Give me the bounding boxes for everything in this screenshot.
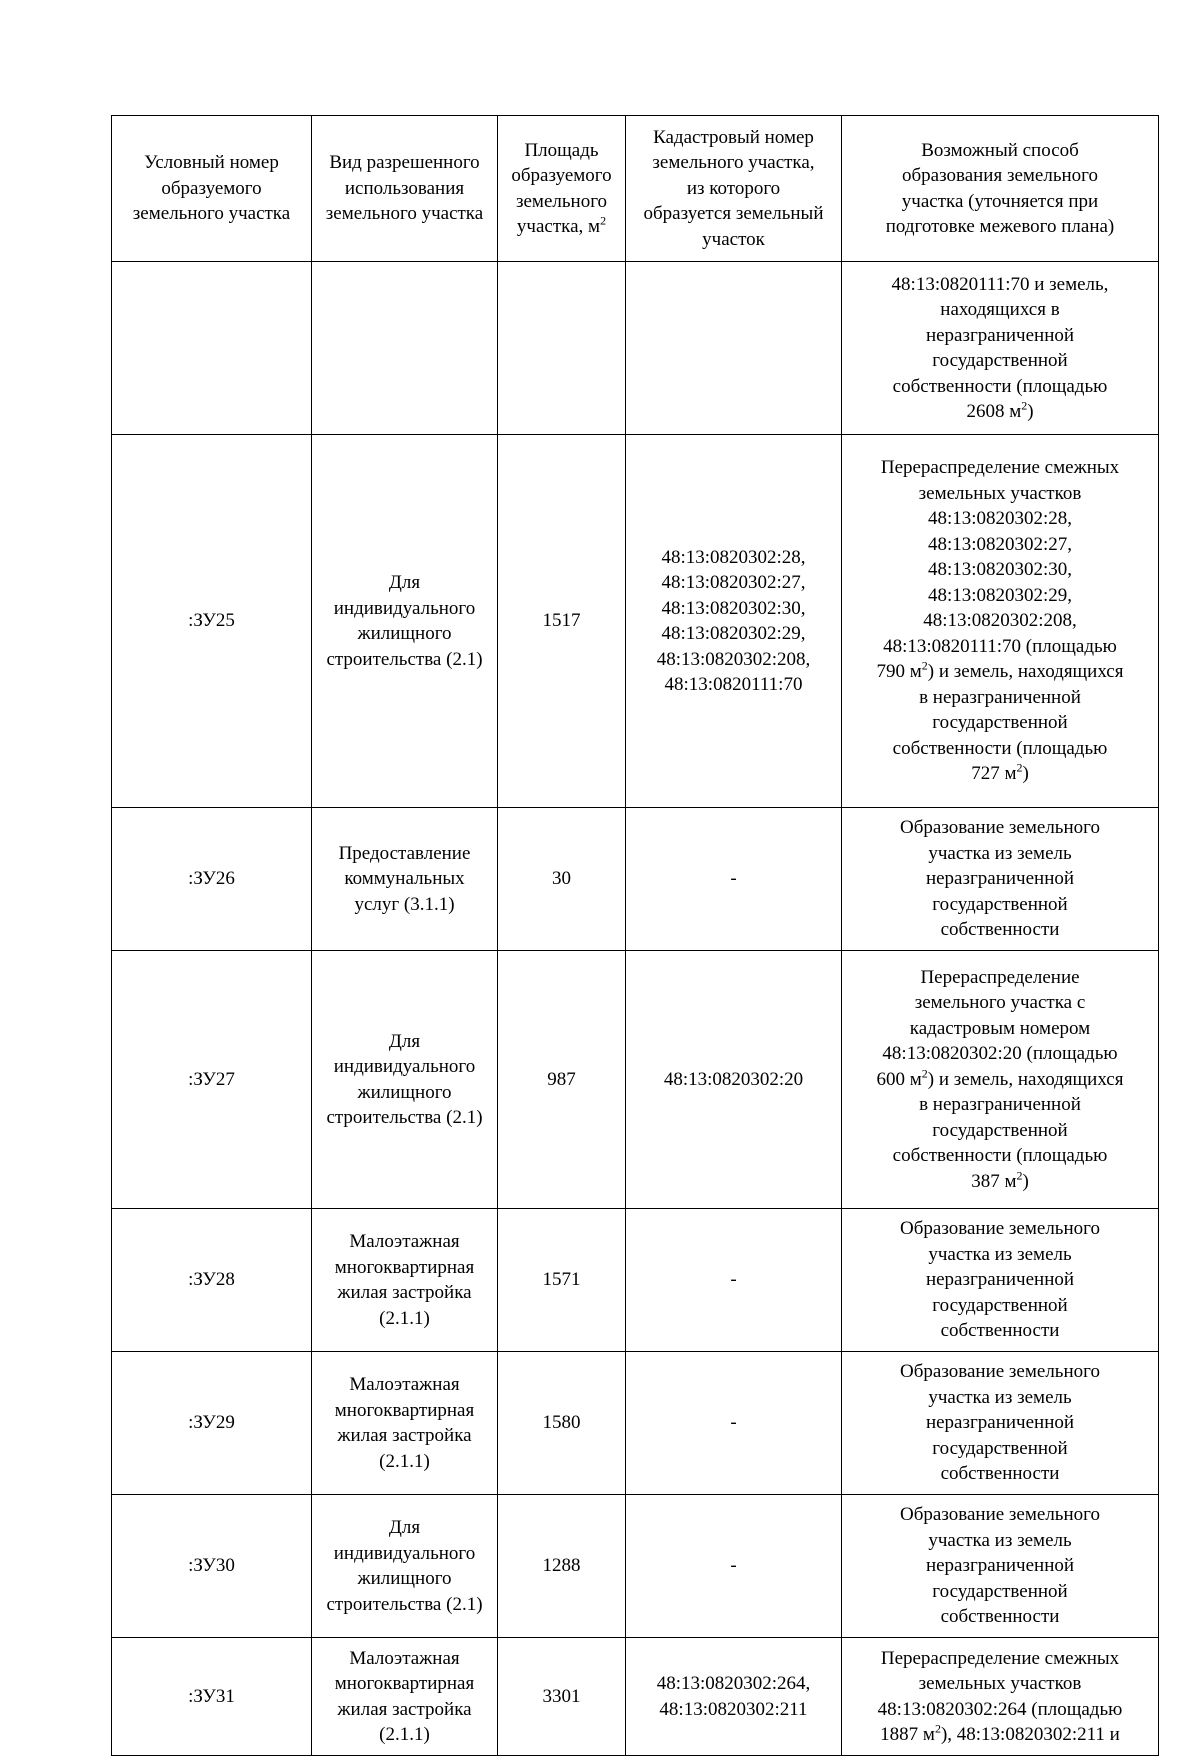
header-source-cadastral-number-line: участок bbox=[702, 228, 765, 250]
formation-method-line: 2608 $м^2$) bbox=[966, 398, 1034, 422]
cadastral-number-line: 48:13:0820302:30, bbox=[661, 597, 806, 619]
permitted-use-line: жилая застройка bbox=[337, 1425, 472, 1446]
header-area-line: земельного bbox=[515, 190, 608, 212]
cadastral-number-line: - bbox=[730, 1412, 737, 1434]
formation-method-line: 600 $м^2$) и земель, находящихся bbox=[876, 1066, 1124, 1090]
plot-number: :ЗУ26 bbox=[188, 868, 235, 890]
permitted-use-line: Для bbox=[388, 1030, 421, 1052]
permitted-use-line: Малоэтажная bbox=[349, 1231, 460, 1252]
header-formation-method bbox=[842, 116, 1159, 262]
plot-number: :ЗУ30 bbox=[188, 1555, 235, 1577]
header-formation-method-line: подготовке межевого плана) bbox=[885, 216, 1115, 237]
formation-method-cell bbox=[842, 808, 1159, 951]
plot-area: 3301 bbox=[542, 1685, 581, 1707]
formation-method-line: 48:13:0820111:70 и земель, bbox=[891, 273, 1109, 295]
plot-number-cell bbox=[112, 951, 312, 1209]
formation-method-line: государственной bbox=[932, 1294, 1068, 1316]
header-formation-method-line: образования земельного bbox=[901, 165, 1098, 186]
cadastral-number-line: - bbox=[730, 868, 737, 890]
formation-method-line: государственной bbox=[932, 1119, 1068, 1141]
cadastral-number-line: 48:13:0820111:70 bbox=[664, 674, 803, 695]
formation-method-line: 790 $м^2$) и земель, находящихся bbox=[876, 658, 1124, 683]
cadastral-number-line: 48:13:0820302:29, bbox=[661, 623, 806, 644]
permitted-use-cell bbox=[312, 435, 498, 808]
formation-method-line: неразграниченной bbox=[925, 324, 1075, 346]
permitted-use-cell bbox=[312, 951, 498, 1209]
formation-method-line: 48:13:0820302:20 (площадью bbox=[882, 1043, 1118, 1065]
formation-method-line: Перераспределение смежных bbox=[880, 457, 1120, 479]
cadastral-number-line: 48:13:0820302:28, bbox=[661, 546, 806, 568]
table-row bbox=[112, 262, 1159, 435]
formation-method-line: Перераспределение смежных bbox=[880, 1647, 1120, 1669]
permitted-use-line: многоквартирная bbox=[334, 1673, 475, 1694]
header-area-line: образуемого bbox=[511, 165, 612, 186]
plot-area-cell bbox=[498, 1495, 626, 1638]
source-cadastral-cell bbox=[626, 435, 842, 808]
formation-method-line: государственной bbox=[932, 712, 1068, 734]
formation-method-line: 1887 $м^2$), 48:13:0820302:211 и bbox=[880, 1721, 1120, 1745]
header-formation-method-line: Возможный способ bbox=[921, 139, 1079, 161]
header-permitted-use-line: Вид разрешенного bbox=[329, 152, 480, 174]
formation-method-line: 727 $м^2$) bbox=[971, 760, 1029, 785]
formation-method-line: земельных участков bbox=[918, 1673, 1082, 1694]
permitted-use-line: жилищного bbox=[357, 623, 452, 644]
formation-method-line: собственности (площадью bbox=[892, 375, 1108, 397]
permitted-use-line: жилая застройка bbox=[337, 1282, 472, 1303]
formation-method-line: собственности (площадью bbox=[892, 1145, 1108, 1167]
formation-method-line: 48:13:0820302:264 (площадью bbox=[877, 1698, 1123, 1720]
formation-method-line: 48:13:0820302:30, bbox=[927, 559, 1073, 581]
permitted-use-cell bbox=[312, 808, 498, 951]
source-cadastral-cell bbox=[626, 1495, 842, 1638]
cadastral-number-line: 48:13:0820302:20 bbox=[663, 1068, 804, 1090]
cadastral-number-line: 48:13:0820302:208, bbox=[656, 648, 811, 670]
permitted-use-line: жилищного bbox=[357, 1081, 452, 1103]
header-permitted-use-line: использования bbox=[344, 177, 465, 199]
permitted-use-line: Предоставление bbox=[338, 842, 471, 864]
formation-method-line: 48:13:0820302:27, bbox=[927, 533, 1073, 555]
permitted-use-line: индивидуального bbox=[333, 1542, 476, 1564]
permitted-use-cell bbox=[312, 1495, 498, 1638]
table-row bbox=[112, 1495, 1159, 1638]
header-permitted-use bbox=[312, 116, 498, 262]
plot-number-cell bbox=[112, 1495, 312, 1638]
cadastral-number-line: - bbox=[730, 1555, 737, 1577]
plot-area-cell bbox=[498, 951, 626, 1209]
formation-method-cell bbox=[842, 951, 1159, 1209]
source-cadastral-cell bbox=[626, 808, 842, 951]
plot-area-cell bbox=[498, 808, 626, 951]
plot-area: 1517 bbox=[542, 610, 581, 632]
plot-number: :ЗУ25 bbox=[188, 610, 235, 632]
permitted-use-line: (2.1.1) bbox=[379, 1450, 430, 1472]
cadastral-number-line: 48:13:0820302:27, bbox=[661, 572, 806, 593]
header-plot-number-line: Условный номер bbox=[144, 152, 279, 174]
table-row bbox=[112, 951, 1159, 1209]
formation-method-cell bbox=[842, 1495, 1159, 1638]
permitted-use-line: жилищного bbox=[357, 1568, 452, 1589]
land-plots-table bbox=[111, 115, 1159, 1756]
formation-method-line: государственной bbox=[932, 893, 1068, 915]
source-cadastral-cell bbox=[626, 1209, 842, 1352]
table-body bbox=[112, 262, 1159, 1756]
formation-method-line: кадастровым номером bbox=[909, 1017, 1091, 1039]
plot-area: 30 bbox=[552, 868, 571, 890]
permitted-use-cell bbox=[312, 262, 498, 435]
plot-area-cell bbox=[498, 1352, 626, 1495]
header-area-line: Площадь bbox=[524, 139, 599, 161]
table-row bbox=[112, 1209, 1159, 1352]
formation-method-line: участка из земель bbox=[928, 1243, 1072, 1265]
permitted-use-line: (2.1.1) bbox=[379, 1724, 430, 1745]
formation-method-line: собственности bbox=[940, 1463, 1060, 1485]
permitted-use-line: строительства (2.1) bbox=[326, 1593, 483, 1615]
plot-number-cell bbox=[112, 435, 312, 808]
header-source-cadastral-number-line: из которого bbox=[686, 177, 781, 199]
formation-method-line: участка из земель bbox=[928, 1386, 1072, 1408]
plot-number-cell bbox=[112, 262, 312, 435]
plot-number: :ЗУ31 bbox=[188, 1685, 235, 1707]
formation-method-line: 387 $м^2$) bbox=[971, 1168, 1029, 1192]
source-cadastral-cell bbox=[626, 1352, 842, 1495]
header-plot-number bbox=[112, 116, 312, 262]
formation-method-line: земельных участков bbox=[918, 482, 1082, 504]
table-row bbox=[112, 1352, 1159, 1495]
formation-method-line: собственности (площадью bbox=[892, 737, 1108, 759]
header-area bbox=[498, 116, 626, 262]
permitted-use-line: строительства (2.1) bbox=[326, 648, 483, 670]
formation-method-line: неразграниченной bbox=[925, 1269, 1075, 1291]
plot-area: 987 bbox=[547, 1068, 576, 1090]
formation-method-line: 48:13:0820302:208, bbox=[923, 610, 1077, 632]
formation-method-line: неразграниченной bbox=[925, 1412, 1075, 1434]
permitted-use-line: строительства (2.1) bbox=[326, 1107, 483, 1128]
header-permitted-use-line: земельного участка bbox=[325, 203, 484, 225]
header-plot-number-line: земельного участка bbox=[132, 203, 291, 225]
permitted-use-line: многоквартирная bbox=[334, 1399, 475, 1421]
formation-method-cell bbox=[842, 262, 1159, 435]
formation-method-line: государственной bbox=[932, 350, 1068, 371]
plot-area: 1288 bbox=[542, 1555, 581, 1577]
header-source-cadastral-number-line: образуется земельный bbox=[643, 203, 824, 225]
formation-method-line: Образование земельного bbox=[900, 1218, 1100, 1240]
plot-area: 1580 bbox=[542, 1412, 581, 1434]
cadastral-number-line: 48:13:0820302:211 bbox=[659, 1698, 808, 1720]
header-source-cadastral-number bbox=[626, 116, 842, 262]
plot-number: :ЗУ28 bbox=[188, 1269, 235, 1291]
permitted-use-line: (2.1.1) bbox=[379, 1307, 430, 1329]
formation-method-line: собственности bbox=[940, 919, 1060, 941]
permitted-use-line: жилая застройка bbox=[337, 1698, 472, 1720]
formation-method-cell bbox=[842, 435, 1159, 808]
formation-method-line: земельного участка с bbox=[914, 992, 1086, 1014]
permitted-use-cell bbox=[312, 1352, 498, 1495]
header-source-cadastral-number-line: Кадастровый номер bbox=[653, 126, 814, 148]
permitted-use-line: индивидуального bbox=[333, 1056, 476, 1077]
source-cadastral-cell bbox=[626, 951, 842, 1209]
permitted-use-line: Для bbox=[388, 572, 421, 593]
cadastral-number-line: - bbox=[730, 1269, 737, 1291]
permitted-use-line: Для bbox=[388, 1517, 421, 1538]
plot-number-cell bbox=[112, 808, 312, 951]
formation-method-line: Образование земельного bbox=[900, 1361, 1100, 1383]
formation-method-line: Перераспределение bbox=[920, 966, 1080, 988]
formation-method-cell bbox=[842, 1209, 1159, 1352]
table-header-row bbox=[112, 116, 1159, 262]
permitted-use-line: индивидуального bbox=[333, 597, 476, 619]
permitted-use-line: коммунальных bbox=[344, 868, 465, 890]
formation-method-line: 48:13:0820111:70 (площадью bbox=[883, 635, 1117, 657]
formation-method-line: неразграниченной bbox=[925, 1555, 1075, 1577]
plot-number: :ЗУ27 bbox=[188, 1068, 235, 1090]
formation-method-line: участка из земель bbox=[928, 1529, 1072, 1551]
formation-method-cell bbox=[842, 1352, 1159, 1495]
plot-area-cell bbox=[498, 435, 626, 808]
formation-method-line: собственности bbox=[940, 1606, 1060, 1628]
formation-method-line: неразграниченной bbox=[925, 868, 1075, 890]
plot-number: :ЗУ29 bbox=[188, 1412, 235, 1434]
plot-number-cell bbox=[112, 1209, 312, 1352]
formation-method-line: в неразграниченной bbox=[919, 686, 1081, 708]
table-row bbox=[112, 435, 1159, 808]
cadastral-number-line: 48:13:0820302:264, bbox=[656, 1673, 811, 1694]
formation-method-line: участка из земель bbox=[928, 842, 1072, 864]
plot-area-cell bbox=[498, 1209, 626, 1352]
plot-area-cell bbox=[498, 262, 626, 435]
header-source-cadastral-number-line: земельного участка, bbox=[652, 152, 815, 174]
permitted-use-line: Малоэтажная bbox=[349, 1374, 460, 1395]
formation-method-line: собственности bbox=[940, 1320, 1060, 1342]
formation-method-line: государственной bbox=[932, 1580, 1068, 1602]
formation-method-line: в неразграниченной bbox=[919, 1094, 1081, 1116]
source-cadastral-cell bbox=[626, 262, 842, 435]
plot-area: 1571 bbox=[542, 1269, 581, 1291]
table-row bbox=[112, 808, 1159, 951]
permitted-use-line: услуг (3.1.1) bbox=[354, 893, 455, 915]
permitted-use-line: Малоэтажная bbox=[349, 1647, 460, 1669]
permitted-use-cell bbox=[312, 1209, 498, 1352]
formation-method-line: государственной bbox=[932, 1437, 1068, 1459]
permitted-use-line: многоквартирная bbox=[334, 1256, 475, 1278]
header-plot-number-line: образуемого bbox=[161, 177, 262, 199]
header-formation-method-line: участка (уточняется при bbox=[901, 190, 1099, 212]
header-area-line: участка, $м^2$ bbox=[516, 213, 607, 237]
plot-number-cell bbox=[112, 1352, 312, 1495]
formation-method-line: находящихся в bbox=[940, 299, 1060, 320]
formation-method-line: 48:13:0820302:28, bbox=[927, 508, 1073, 530]
formation-method-line: 48:13:0820302:29, bbox=[927, 584, 1073, 606]
formation-method-line: Образование земельного bbox=[900, 817, 1100, 839]
formation-method-line: Образование земельного bbox=[900, 1504, 1100, 1526]
